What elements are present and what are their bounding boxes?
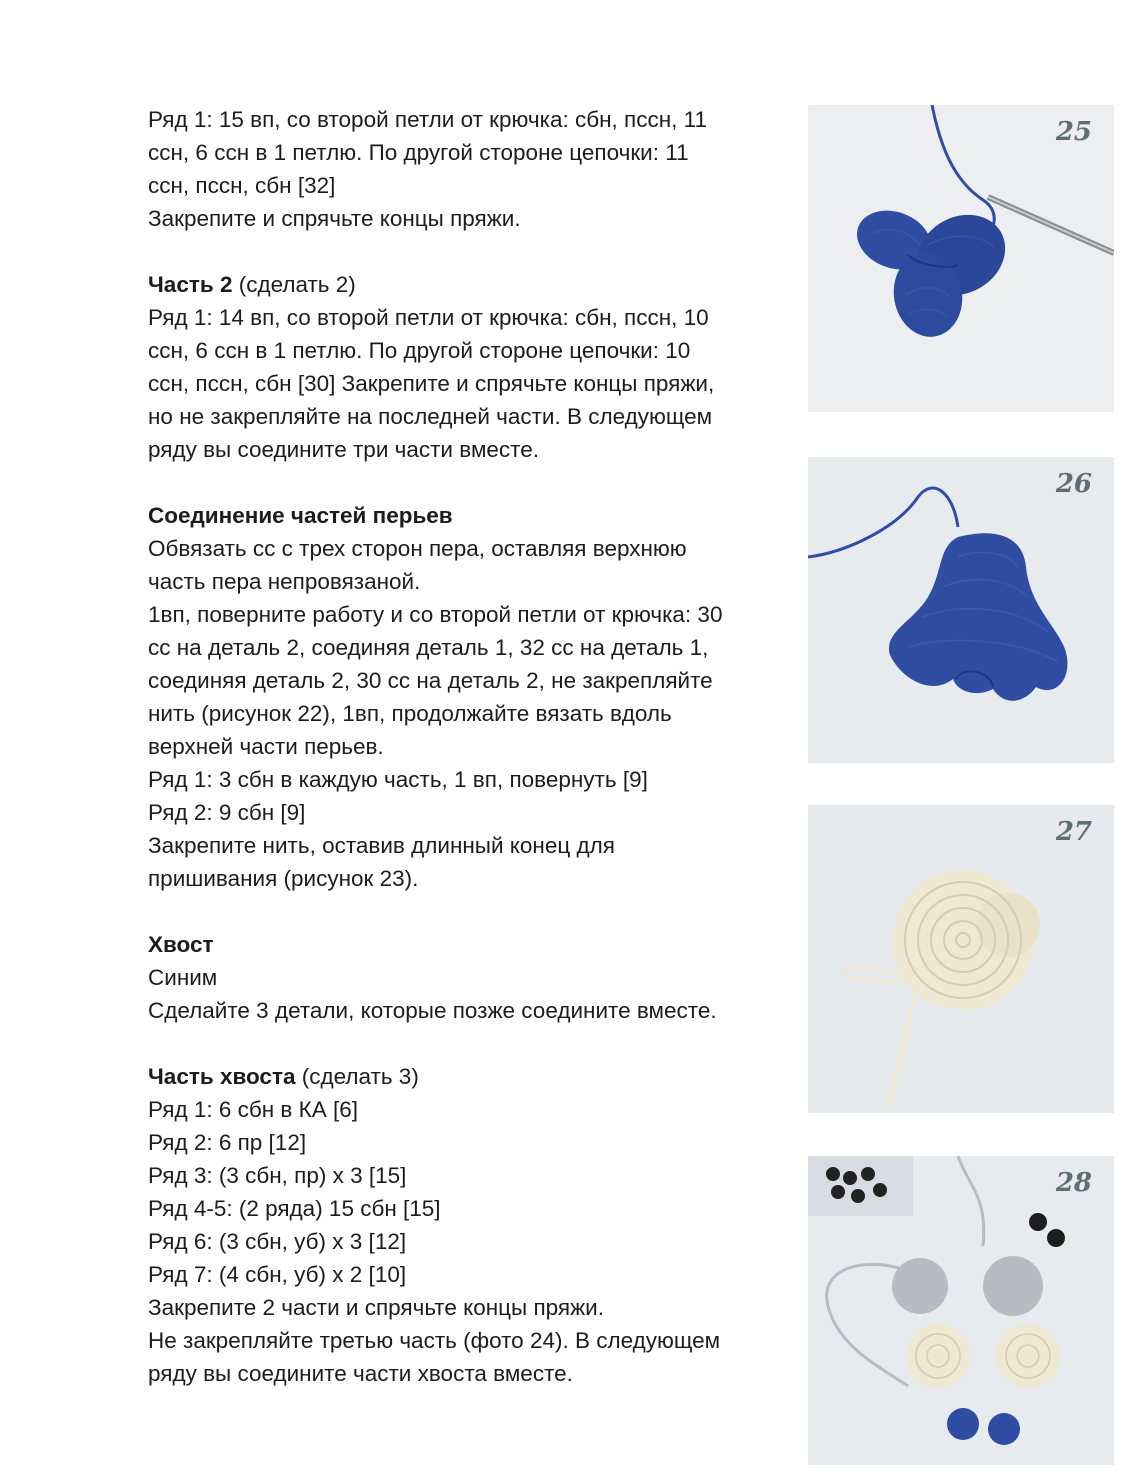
text-line: пришивания (рисунок 23). (148, 866, 419, 891)
text-line: Закрепите нить, оставив длинный конец для (148, 833, 615, 858)
text-line: Синим (148, 965, 218, 990)
photo-27 (808, 805, 1114, 1113)
text-line: 1вп, поверните работу и со второй петли от крючка: 30 (148, 602, 723, 627)
row1-part1-block (148, 103, 798, 235)
photo-25 (808, 105, 1114, 412)
text-line: Ряд 3: (3 сбн, пр) х 3 [15] (148, 1163, 407, 1188)
text-line: Ряд 2: 6 пр [12] (148, 1130, 307, 1155)
photo-number: 28 (1055, 1168, 1092, 1198)
photo-number: 25 (1055, 117, 1092, 147)
text-line: соединяя деталь 2, 30 сс на деталь 2, не закрепляйте (148, 668, 713, 693)
photo-26 (808, 457, 1114, 763)
photo-number: 27 (1055, 817, 1092, 847)
tailpart-heading: Часть хвоста (148, 1064, 296, 1089)
crochet-parts-layout-image (808, 1156, 1114, 1465)
part2-note: (сделать 2) (232, 272, 356, 297)
join-block (148, 532, 798, 895)
photo-28 (808, 1156, 1114, 1465)
tailpart-heading-line (148, 1060, 798, 1093)
text-line: нить (рисунок 22), 1вп, продолжайте вязать вдоль (148, 701, 672, 726)
join-heading: Соединение частей перьев (148, 503, 453, 528)
join-heading-line (148, 499, 798, 532)
text-line: ряду вы соедините три части вместе. (148, 437, 539, 462)
text-line: Закрепите 2 части и спрячьте концы пряжи. (148, 1295, 604, 1320)
text-line: верхней части перьев. (148, 734, 384, 759)
text-line: Закрепите и спрячьте концы пряжи. (148, 206, 521, 231)
text-line: Ряд 4-5: (2 ряда) 15 сбн [15] (148, 1196, 441, 1221)
instructions-text (148, 103, 798, 1390)
text-line: Ряд 1: 3 сбн в каждую часть, 1 вп, повернуть [9] (148, 767, 648, 792)
text-line: ссн, 6 ссн в 1 петлю. По другой стороне цепочки: 11 (148, 140, 689, 165)
text-line: часть пера непровязаной. (148, 569, 421, 594)
text-line: Ряд 2: 9 сбн [9] (148, 800, 306, 825)
part2-heading: Часть 2 (148, 272, 233, 297)
blue-joined-feather-image (808, 457, 1114, 763)
text-line: Ряд 6: (3 сбн, уб) х 3 [12] (148, 1229, 407, 1254)
tail-block (148, 961, 798, 1027)
text-line: Ряд 1: 15 вп, со второй петли от крючка: сбн, пссн, 11 (148, 107, 708, 132)
tailpart-note: (сделать 3) (295, 1064, 419, 1089)
text-line: Обвязать сс с трех сторон пера, оставляя верхнюю (148, 536, 687, 561)
part2-block (148, 301, 798, 466)
photo-number: 26 (1055, 469, 1092, 499)
text-line: Сделайте 3 детали, которые позже соедините вместе. (148, 998, 717, 1023)
text-line: сс на деталь 2, соединяя деталь 1, 32 сс на деталь 1, (148, 635, 709, 660)
text-line: Не закрепляйте третью часть (фото 24). В следующем (148, 1328, 721, 1353)
tail-heading-line (148, 928, 798, 961)
tailpart-block (148, 1093, 798, 1390)
text-line: ссн, 6 ссн в 1 петлю. По другой стороне цепочки: 10 (148, 338, 691, 363)
text-line: Ряд 1: 6 сбн в КА [6] (148, 1097, 359, 1122)
text-line: но не закрепляйте на последней части. В следующем (148, 404, 713, 429)
text-line: ссн, пссн, сбн [32] (148, 173, 336, 198)
text-line: Ряд 1: 14 вп, со второй петли от крючка: сбн, пссн, 10 (148, 305, 709, 330)
text-line: ряду вы соедините части хвоста вместе. (148, 1361, 573, 1386)
tail-heading: Хвост (148, 932, 214, 957)
part2-heading-line (148, 268, 798, 301)
cream-crochet-circle-image (808, 805, 1114, 1113)
blue-feather-pieces-image (808, 105, 1114, 412)
text-line: Ряд 7: (4 сбн, уб) х 2 [10] (148, 1262, 407, 1287)
text-line: ссн, пссн, сбн [30] Закрепите и спрячьте концы пряжи, (148, 371, 715, 396)
